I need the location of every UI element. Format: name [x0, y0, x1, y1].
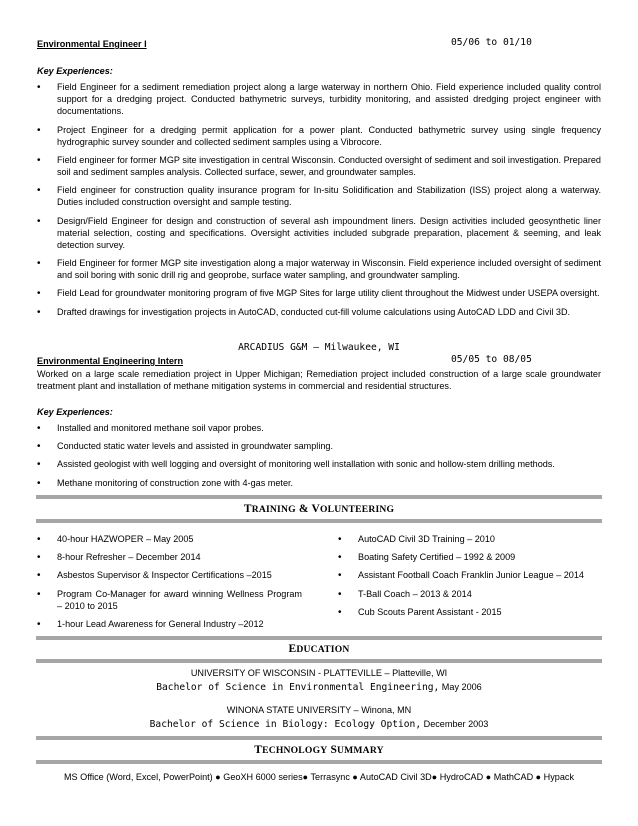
- bullet-icon: •: [338, 552, 342, 564]
- list-item: • Assisted geologist with well logging and oversight of monitoring well installation with sonic and hollow-stem drilling methods.: [37, 459, 555, 471]
- list-item: • Methane monitoring of construction zone with 4-gas meter.: [37, 477, 294, 489]
- job-header: [37, 38, 600, 52]
- job2-bullet-list: [37, 422, 601, 495]
- bullet-icon: •: [338, 588, 342, 600]
- bullet-icon: •: [37, 288, 41, 300]
- list-item: • Installed and monitored methane soil vapor probes.: [37, 423, 264, 434]
- degree-line: [0, 681, 638, 695]
- bullet-icon: •: [37, 534, 41, 545]
- bullet-icon: •: [37, 124, 41, 136]
- list-item: • Field Lead for groundwater monitoring program of five MGP Sites for large utility client throughout the Midwest under USEPA oversight.: [37, 288, 600, 300]
- bullet-icon: •: [37, 552, 41, 564]
- list-item: • Design/Field Engineer for design and construction of several ash impoundment liners. Design activities included geosynthetic liner material selection, costing and specifications. Oversight activities included subgrade preparation, placement & seeming, and leak detection survey.: [37, 215, 601, 250]
- section-divider: [36, 636, 602, 640]
- bullet-icon: •: [37, 423, 41, 434]
- bullet-icon: •: [37, 441, 41, 453]
- bullet-icon: •: [37, 215, 41, 227]
- bullet-icon: •: [37, 477, 41, 489]
- job-dates: 05/06 to 01/10: [451, 37, 532, 48]
- bullet-icon: •: [37, 82, 41, 93]
- list-item: • 1-hour Lead Awareness for General Industry –2012: [37, 618, 264, 630]
- bullet-icon: •: [37, 570, 41, 582]
- list-item: • Project Engineer for a dredging permit application for a power plant. Conducted bathymetric survey using single frequency hydrographic survey sounder and collected sediment samples using a Vibrocore.: [37, 124, 601, 147]
- job-title: Environmental Engineering Intern: [37, 356, 184, 366]
- section-divider: [36, 659, 602, 663]
- bullet-icon: •: [37, 306, 41, 318]
- bullet-icon: •: [338, 534, 342, 545]
- list-item: • 8-hour Refresher – December 2014: [37, 552, 201, 564]
- degree: Bachelor of Science in Biology: Ecology Option,: [149, 719, 422, 730]
- company-name: ARCADIUS G&M – Milwaukee, WI: [238, 342, 400, 353]
- degree-date: May 2006: [439, 682, 482, 692]
- bullet-icon: •: [338, 606, 342, 618]
- list-item: • AutoCAD Civil 3D Training – 2010: [338, 534, 495, 545]
- bullet-icon: •: [338, 570, 342, 582]
- technology-list: MS Office (Word, Excel, PowerPoint) ● GeoXH 6000 series● Terrasync ● AutoCAD Civil 3D● HydroCAD ● MathCAD ● Hypack: [63, 772, 575, 782]
- degree-line: [0, 718, 638, 732]
- section-divider: [36, 519, 602, 523]
- training-list-left: [37, 533, 302, 636]
- job-title: Environmental Engineer I: [37, 39, 147, 49]
- list-item: • Conducted static water levels and assisted in groundwater sampling.: [37, 441, 333, 453]
- list-item: • Program Co-Manager for award winning Wellness Program – 2010 to 2015: [37, 588, 302, 611]
- list-item: • Field Engineer for former MGP site investigation along a major waterway in Wisconsin. Field experience included oversight of sediment and soil boring with sonic drill rig and geoprobe, surface water sampling, and groundwater sampling.: [37, 258, 601, 281]
- list-item: • Assistant Football Coach Franklin Junior League – 2014: [338, 570, 584, 582]
- key-experiences-label: Key Experiences:: [37, 407, 113, 417]
- degree-date: December 2003: [421, 719, 489, 729]
- school-name: UNIVERSITY OF WISCONSIN - PLATTEVILLE – Platteville, WI: [190, 668, 448, 678]
- list-item: • Asbestos Supervisor & Inspector Certifications –2015: [37, 570, 272, 582]
- key-experiences-label: Key Experiences:: [37, 66, 113, 76]
- bullet-icon: •: [37, 154, 41, 166]
- section-divider: [36, 495, 602, 499]
- list-item: • Field engineer for construction quality insurance program for In-situ Solidification and Stabilization (ISS) project along a waterway. Duties included construction oversight and sample testing.: [37, 185, 601, 208]
- section-title-training: TRAINING & VOLUNTEERING: [243, 503, 395, 515]
- bullet-icon: •: [37, 459, 41, 471]
- bullet-icon: •: [37, 185, 41, 197]
- school-name: WINONA STATE UNIVERSITY – Winona, MN: [226, 705, 412, 715]
- bullet-icon: •: [37, 258, 41, 270]
- list-item: • Boating Safety Certified – 1992 & 2009: [338, 552, 516, 564]
- list-item: • 40-hour HAZWOPER – May 2005: [37, 534, 194, 545]
- list-item: • Field Engineer for a sediment remediation project along a large waterway in northern Ohio. Field experience included quality control support for a dredging project. Conducted bathymetric surveys, turbidity monitoring, and assisted dredging project engineer with documentations.: [37, 82, 601, 117]
- section-divider: [36, 760, 602, 764]
- bullet-icon: •: [37, 588, 41, 600]
- section-divider: [36, 736, 602, 740]
- training-list-right: [338, 533, 603, 624]
- degree: Bachelor of Science in Environmental Engineering,: [156, 682, 440, 693]
- job-summary: Worked on a large scale remediation project in Upper Michigan; Remediation project included construction of a large scale groundwater treatment plant and installation of methane mitigation systems in commercial and residential structures.: [37, 369, 601, 392]
- list-item: • Cub Scouts Parent Assistant - 2015: [338, 606, 502, 618]
- list-item: • Drafted drawings for investigation projects in AutoCAD, conducted cut-fill volume calculations using AutoCAD LDD and Civil 3D.: [37, 306, 571, 318]
- job-header: [37, 355, 600, 369]
- job-dates: 05/05 to 08/05: [451, 354, 532, 365]
- section-title-education: EDUCATION: [288, 643, 350, 655]
- list-item: • Field engineer for former MGP site investigation in central Wisconsin. Conducted oversight of sediment and soil investigation. Prepared soil and sediment samples analysis. Collected surface, sewer, and groundwater samples.: [37, 154, 601, 178]
- section-title-technology: TECHNOLOGY SUMMARY: [254, 744, 384, 756]
- job1-bullet-list: [37, 81, 601, 324]
- list-item: • T-Ball Coach – 2013 & 2014: [338, 588, 472, 600]
- bullet-icon: •: [37, 618, 41, 630]
